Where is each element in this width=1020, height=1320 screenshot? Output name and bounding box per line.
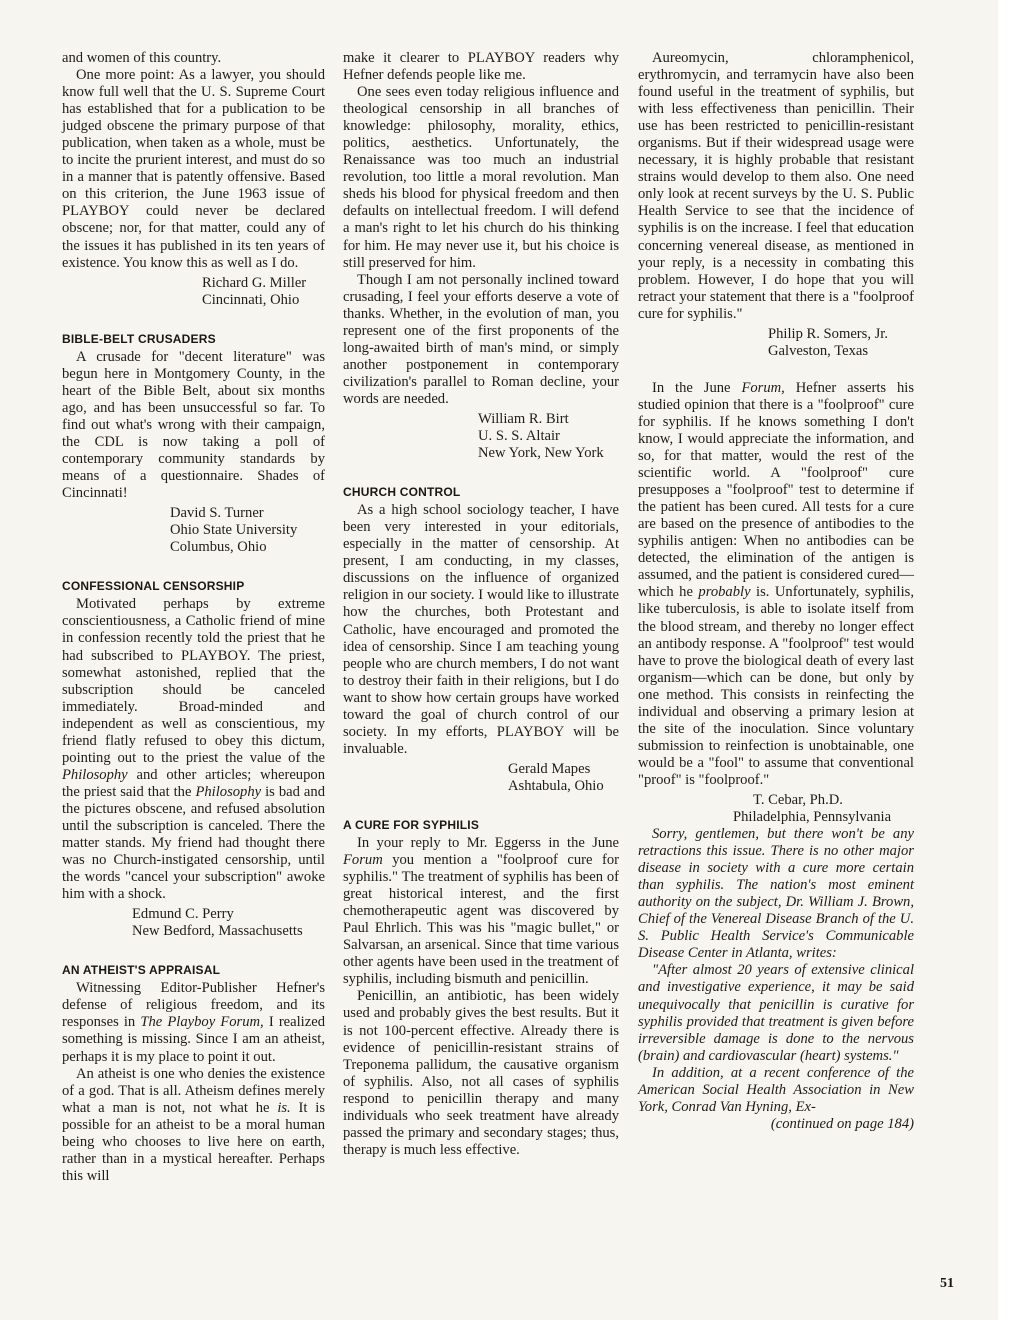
page-margin — [998, 0, 1020, 1320]
signature-place: New Bedford, Massachusetts — [132, 923, 303, 940]
signature-place: New York, New York — [478, 445, 604, 462]
column-right — [638, 50, 914, 1133]
letter-paragraph: Motivated perhaps by extreme conscientiousness, a Catholic friend of mine in confession recently told the priest that he had subscribed to PLAYBOY. The priest, somewhat astonished, replied that the subscription should be canceled immediately. Broad-minded and independent as well as conscientious, my friend flatly refused to obey this dictum, pointing out to the priest the value of the Philosophy and other articles; whereupon the priest said that the Philosophy is bad and the pictures obscene, and refused absolution until the subscription is canceled. There the matter stands. My friend had thought there was no Church-instigated censorship, until the words "cancel your subscription" awoke him with a shock. — [62, 596, 325, 903]
page-number: 51 — [940, 1276, 954, 1291]
signature-name: Richard G. Miller — [202, 274, 307, 291]
letter-paragraph: As a high school sociology teacher, I have been very interested in your editorials, especially in the matter of censorship. At present, I am conducting, in my classes, discussions on the influence of organized religion in our society. I would like to illustrate how the churches, both Protestant and Catholic, have encouraged and promoted the idea of censorship. Since I am teaching young people who are church members, I do not want to destroy their faith in their religions, but I do want to show how certain groups have worked toward the goal of church control of our society. In my efforts, PLAYBOY will be invaluable. — [343, 502, 619, 757]
editor-reply: "After almost 20 years of extensive clinical and investigative experience, it may be said unequivocally that penicillin is curative for syphilis provided that treatment is given before irreversible damage is done to the nervous (brain) and cardiovascular (heart) systems." — [638, 962, 914, 1064]
signature-place: Cincinnati, Ohio — [202, 291, 300, 308]
editor-reply: In addition, at a recent conference of the American Social Health Association in New York, Conrad Van Hyning, Ex- — [638, 1064, 914, 1115]
section-heading: AN ATHEIST'S APPRAISAL — [62, 963, 221, 978]
signature-place: Philadelphia, Pennsylvania — [733, 809, 892, 826]
editor-reply: Sorry, gentlemen, but there won't be any retractions this issue. There is no other major disease in society with a cure more certain than syphilis. The nation's most eminent authority on the subject, Dr. William J. Brown, Chief of the Venereal Disease Branch of the U. S. Public Health Service's Communicable Disease Center in Atlanta, writes: — [638, 826, 914, 962]
signature-place: Ashtabula, Ohio — [508, 777, 604, 794]
letter-signature — [343, 761, 619, 795]
letter-paragraph: Penicillin, an antibiotic, has been widely used and probably gives the best results. But it is not 100-percent effective. Already there is evidence of penicillin-resistant strains of Treponema pallidum, the causative organism of syphilis. Also, not all cases of syphilis respond to penicillin therapy and many individuals who seek treatment have already passed the primary and secondary stages; thus, therapy is much less effective. — [343, 988, 619, 1158]
section-heading: BIBLE-BELT CRUSADERS — [62, 331, 216, 346]
letter-paragraph: make it clearer to PLAYBOY readers why Hefner defends people like me. — [343, 50, 619, 84]
continued-note: (continued on page 184) — [770, 1115, 914, 1132]
signature-name: Philip R. Somers, Jr. — [768, 325, 889, 342]
letter-paragraph: One sees even today religious influence and theological censorship in all branches of knowledge: philosophy, morality, ethics, politics, aesthetics. Unfortunately, the Renaissance was too much an industrial revolution, too little a moral revolution. Man sheds his blood for physical freedom and then defaults on intellectual freedom. I will defend a man's right to let his church do his thinking for him. He may never use it, but his choice is still preserved for him. — [343, 84, 619, 271]
letter-signature — [638, 792, 914, 826]
signature-place: Columbus, Ohio — [170, 539, 267, 556]
signature-affiliation: Ohio State University — [170, 522, 298, 539]
section-heading: CONFESSIONAL CENSORSHIP — [62, 579, 245, 594]
letter-paragraph: Witnessing Editor-Publisher Hefner's defense of religious freedom, and its responses in The Playboy Forum, I realized something is missing. Since I am an atheist, perhaps it is my place to point it out. — [62, 980, 325, 1065]
section-heading: A CURE FOR SYPHILIS — [343, 817, 480, 832]
signature-name: David S. Turner — [170, 505, 264, 522]
signature-name: Gerald Mapes — [508, 760, 591, 777]
section-heading: CHURCH CONTROL — [343, 485, 461, 500]
letter-signature — [638, 326, 914, 360]
letter-paragraph: and women of this country. — [62, 50, 222, 66]
letter-signature — [62, 505, 325, 556]
letter-paragraph: One more point: As a lawyer, you should know full well that the U. S. Supreme Court has established that for a publication to be judged obscene the primary purpose of that publication, when taken as a whole, must be to incite the prurient interest, and must do so in a manner that is patently offensive. Based on this criterion, the June 1963 issue of PLAYBOY could never be declared obscene; nor, for that matter, could any of the issues it has published in its ten years of existence. You know this as well as I do. — [62, 67, 325, 271]
signature-name: Edmund C. Perry — [132, 906, 234, 923]
signature-name: T. Cebar, Ph.D. — [753, 791, 843, 808]
column-left — [62, 50, 325, 1185]
column-middle — [343, 50, 619, 1159]
letter-paragraph: In your reply to Mr. Eggerss in the June Forum you mention a "foolproof cure for syphilis." The treatment of syphilis has been of great historical interest, and the first chemotherapeutic agent was discovered by Paul Ehrlich. This was his "magic bullet," or Salvarsan, an arsenical. Since that time various other agents have been used in the treatment of syphilis, including bismuth and penicillin. — [343, 835, 619, 988]
letter-signature — [62, 275, 325, 309]
signature-affiliation: U. S. S. Altair — [478, 428, 560, 445]
letter-paragraph: In the June Forum, Hefner asserts his studied opinion that there is a "foolproof" cure for syphilis. If he knows something I don't know, I would appreciate the information, and so, for that matter, would the rest of the scientific world. A "foolproof" cure presupposes a "foolproof" test to determine if the patient has been cured. All tests for a cure are based on the presence of antibodies to the syphilis antigen: When no antibodies can be detected, the elimination of the antigen is assumed, and the patient is considered cured—which he probably is. Unfortunately, syphilis, like tuberculosis, is able to isolate itself from the blood stream, and thereby no longer effect an antibody response. A "foolproof" test would have to prove the biological death of every last organism—which can be done, but only by one method. This consists in reinfecting the individual and observing a primary lesion at the site of the inoculation. Since voluntary submission to reinfection is unobtainable, one would be a "fool" to assume that conventional "proof" is "foolproof." — [638, 379, 914, 788]
signature-place: Galveston, Texas — [768, 342, 869, 359]
signature-name: William R. Birt — [478, 410, 569, 427]
letter-paragraph: A crusade for "decent literature" was begun here in Montgomery County, in the heart of the Bible Belt, about six months ago, and has been unsuccessful so far. To find out what's wrong with their campaign, the CDL is now taking a poll of contemporary community standards by means of a questionnaire. Shades of Cincinnati! — [62, 348, 325, 502]
letter-signature — [343, 411, 619, 462]
letter-paragraph: Though I am not personally inclined toward crusading, I feel your efforts deserve a vote of thanks. Whether, in the evolution of man, you represent one of the first proponents of the long-awaited birth of man's mind, or simply another postponement in contemporary civilization's parallel to Roman decline, your words are needed. — [343, 271, 619, 407]
letter-signature — [62, 906, 325, 940]
letter-paragraph: An atheist is one who denies the existence of a god. That is all. Atheism defines merely what a man is not, not what he is. It is possible for an atheist to be a moral human being who chooses to live here on earth, rather than in a mystical hereafter. Perhaps this will — [62, 1065, 325, 1184]
letter-paragraph: Aureomycin, chloramphenicol, erythromycin, and terramycin have also been found useful in the treatment of syphilis, but with less effectiveness than penicillin. Their use has been restricted to penicillin-resistant organisms. But if their widespread usage were necessary, it is highly probable that resistant strains would develop to them also. One need only look at recent surveys by the U. S. Public Health Service to see that the incidence of syphilis is on the increase. I feel that education concerning venereal disease, as mentioned in your reply, is a necessity in combating this problem. However, I do hope that you will retract your statement that there is a "foolproof cure for syphilis." — [638, 50, 914, 322]
